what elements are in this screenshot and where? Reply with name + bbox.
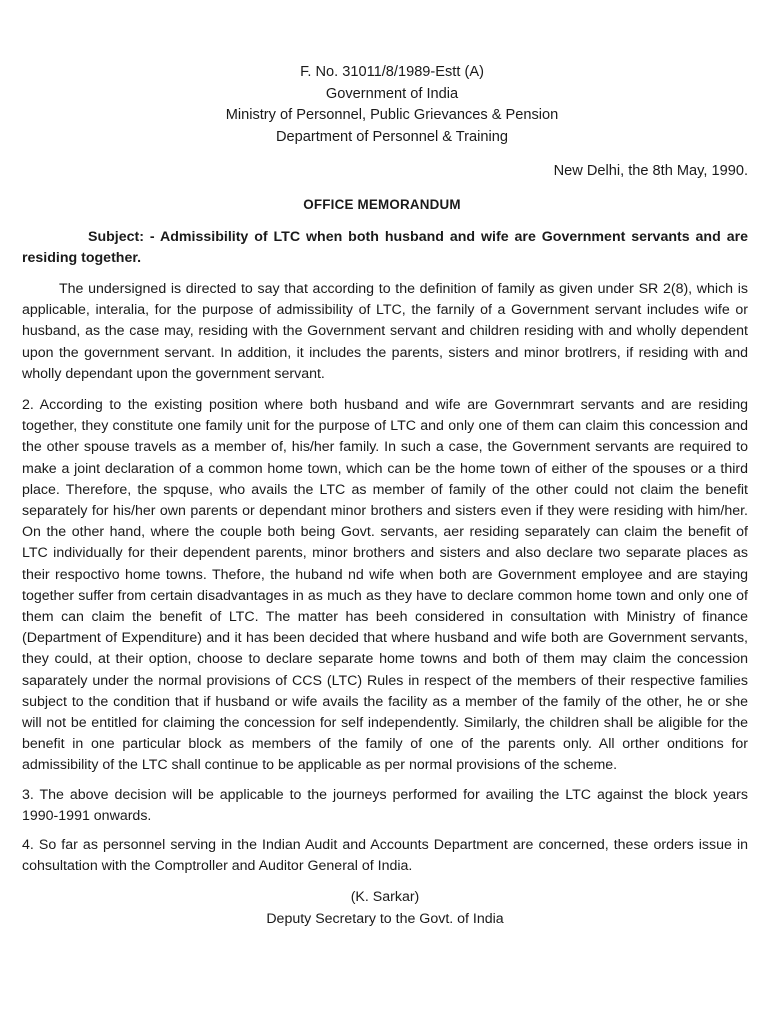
document-header	[36, 62, 748, 148]
memo-title: OFFICE MEMORANDUM	[303, 197, 461, 212]
department-name: Department of Personnel & Training	[275, 128, 508, 145]
paragraph-2: 2. According to the existing position where both husband and wife are Governmrart servants and are residing together, they constitute one family unit for the purpose of LTC and only one of them can claim this concession and the other spouse travels as a member of, his/her family. In such a case, the Government servants are required to make a joint declaration of a common home town, which can be the home town of either of the spouses or a third place. Therefore, the spquse, who avails the LTC as member of family of the other could not claim the benefit separately for his/her own parents or dependant minor brothers and sisters even if they were residing with him/her. On the other hand, where the couple both being Govt. servants, aer residing separately can claim the benefit of LTC individually for their dependent parents, minor brothers and sisters and also declare two separate places as their respoctivo home towns. Thefore, the huband nd wife when both are Government employee and are staying together suffer from certain disadvantages in as much as they have to declare common home town and only one of them can claim the benefit of LTC. The matter has beeh considered in consultation with Ministry of finance (Department of Expenditure) and it has been decided that where husband and wife both are Government servants, they could, at their option, choose to declare separate home towns and both of them may claim the concession saparately under the normal provisions of CCS (LTC) Rules in respect of the members of their respective families subject to the condition that if husband or wife avails the facility as a member of the family of the other, he or she will not be entitled for claiming the concession for self independently. Similarly, the children shall be aligible for the benefit in one particular block as members of the family of one of the parents only. All orther onditions for admissibility of the LTC shall continue to be applicable as per normal provisions of the scheme.	[22, 397, 748, 774]
paragraph-1: The undersigned is directed to say that according to the definition of family as given under SR 2(8), which is applicable, interalia, for the purpose of admissibility of LTC, the farnily of a Government servant includes wife or husband, as the case may, residing with the Government servant and children residing with and wholly dependent upon the government servant. In addition, it includes the parents, sisters and minor brotlrers, if residing with and wholly dependant upon the government servant.	[22, 281, 748, 382]
signature-block	[22, 886, 748, 930]
paragraph-3: 3. The above decision will be applicable to the journeys performed for availing the LTC against the block years 1990-1991 onwards.	[22, 786, 748, 824]
ministry-name: Ministry of Personnel, Public Grievances & Pension	[225, 107, 559, 123]
memorandum-page	[22, 62, 748, 930]
file-number: F. No. 31011/8/1989-Estt (A)	[300, 64, 484, 80]
government-name: Government of India	[325, 85, 459, 102]
paragraph-4: 4. So far as personnel serving in the Indian Audit and Accounts Department are concerned, these orders issue in cohsultation with the Comptroller and Auditor General of India.	[22, 837, 748, 875]
subject-line: Subject: - Admissibility of LTC when both husband and wife are Government servants and are residing together.	[22, 229, 748, 266]
date-line: New Delhi, the 8th May, 1990.	[553, 163, 748, 179]
signatory-name: (K. Sarkar)	[350, 889, 420, 906]
signatory-designation: Deputy Secretary to the Govt. of India	[266, 911, 504, 928]
